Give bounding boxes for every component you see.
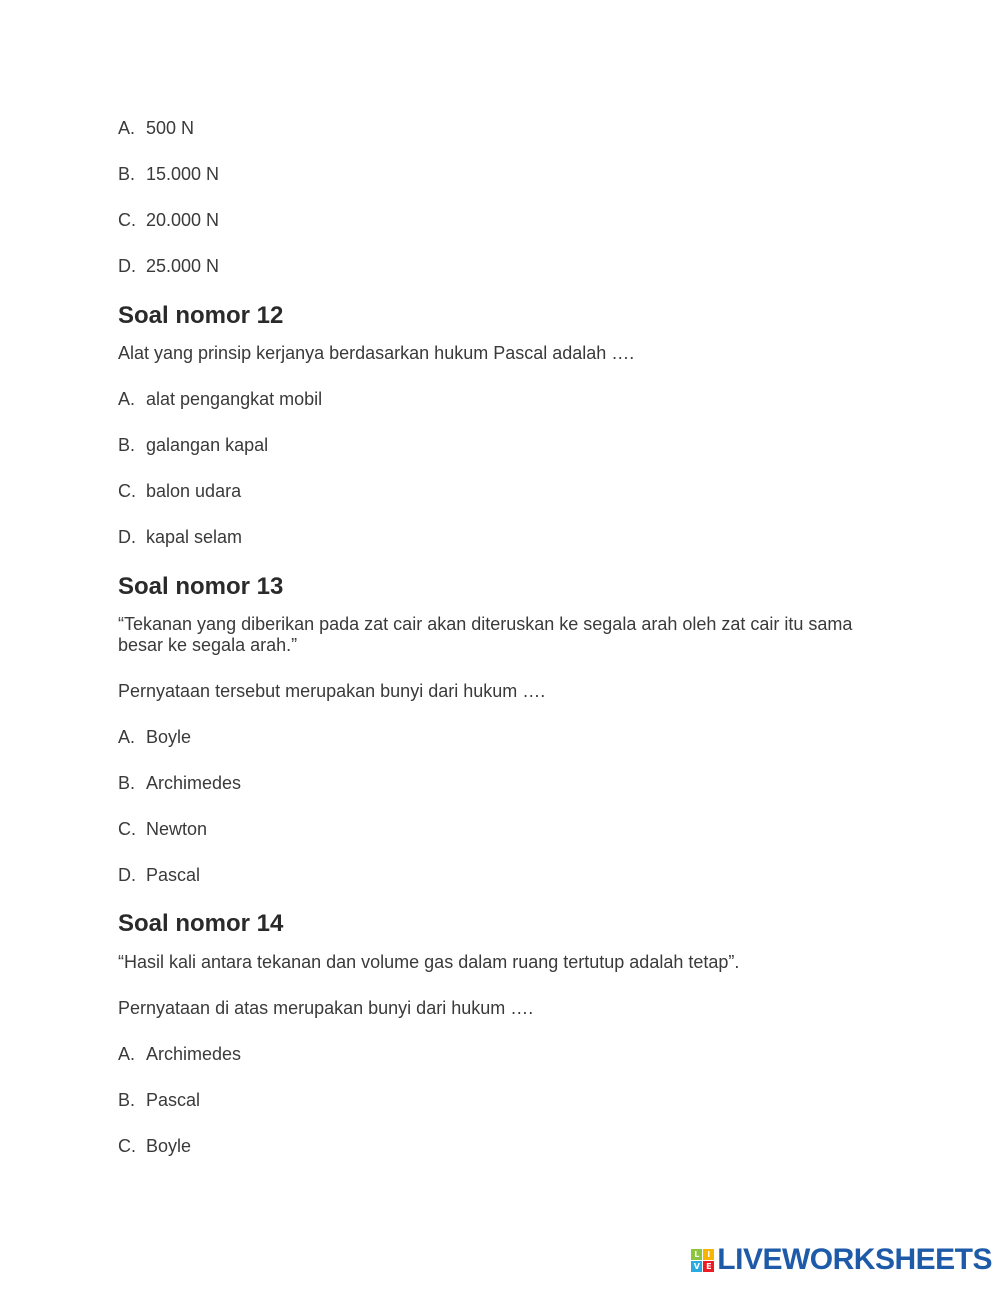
option-text: balon udara — [146, 481, 242, 501]
option-letter: B. — [118, 773, 136, 793]
option-text: Boyle — [146, 1136, 192, 1156]
option-text: alat pengangkat mobil — [146, 389, 323, 409]
option-letter: A. — [118, 727, 136, 747]
option-letter: C. — [118, 481, 136, 501]
q14-option-b[interactable] — [118, 1090, 200, 1111]
option-text: 500 N — [146, 118, 195, 138]
q13-heading: Soal nomor 13 — [118, 573, 284, 600]
option-text: 20.000 N — [146, 210, 220, 230]
option-letter: B. — [118, 1090, 136, 1110]
option-text: kapal selam — [146, 527, 243, 547]
q12-option-d[interactable] — [118, 527, 242, 548]
q13-option-c[interactable] — [118, 819, 207, 840]
option-letter: B. — [118, 435, 136, 455]
option-letter: D. — [118, 865, 136, 885]
q14-quote: “Hasil kali antara tekanan dan volume gas dalam ruang tertutup adalah tetap”. — [118, 952, 740, 972]
logo-tile: V — [691, 1261, 702, 1272]
logo-tile: L — [691, 1249, 702, 1260]
q12-option-a[interactable] — [118, 389, 322, 410]
q11-option-d[interactable] — [118, 256, 219, 277]
q12-question: Alat yang prinsip kerjanya berdasarkan hukum Pascal adalah …. — [118, 343, 635, 363]
q14-question: Pernyataan di atas merupakan bunyi dari hukum …. — [118, 998, 534, 1018]
q13-option-a[interactable] — [118, 727, 191, 748]
logo-tile: E — [703, 1261, 714, 1272]
option-text: 15.000 N — [146, 164, 220, 184]
q11-option-b[interactable] — [118, 164, 219, 185]
option-letter: B. — [118, 164, 136, 184]
option-letter: A. — [118, 1044, 136, 1064]
option-text: Boyle — [146, 727, 192, 747]
option-letter: A. — [118, 389, 136, 409]
option-letter: D. — [118, 256, 136, 276]
option-text: Archimedes — [146, 773, 242, 793]
liveworksheets-brand — [691, 1243, 992, 1277]
q11-option-c[interactable] — [118, 210, 219, 231]
option-text: 25.000 N — [146, 256, 220, 276]
option-text: galangan kapal — [146, 435, 269, 455]
q12-option-c[interactable] — [118, 481, 241, 502]
option-letter: D. — [118, 527, 136, 547]
option-text: Newton — [146, 819, 208, 839]
q11-option-a[interactable] — [118, 118, 194, 139]
option-letter: C. — [118, 210, 136, 230]
option-letter: C. — [118, 819, 136, 839]
q12-option-b[interactable] — [118, 435, 268, 456]
q13-option-b[interactable] — [118, 773, 241, 794]
q12-heading: Soal nomor 12 — [118, 302, 284, 329]
liveworksheets-logo-icon — [691, 1249, 714, 1272]
option-text: Pascal — [146, 1090, 201, 1110]
q13-question: Pernyataan tersebut merupakan bunyi dari hukum …. — [118, 681, 546, 701]
option-letter: C. — [118, 1136, 136, 1156]
q13-option-d[interactable] — [118, 865, 200, 886]
brand-name: LIVEWORKSHEETS — [717, 1243, 992, 1276]
q13-quote: “Tekanan yang diberikan pada zat cair akan diteruskan ke segala arah oleh zat cair itu sama besar ke segala arah.” — [118, 614, 853, 655]
option-letter: A. — [118, 118, 136, 138]
logo-tile: I — [703, 1249, 714, 1260]
option-text: Pascal — [146, 865, 201, 885]
option-text: Archimedes — [146, 1044, 242, 1064]
q14-heading: Soal nomor 14 — [118, 910, 284, 937]
q14-option-c[interactable] — [118, 1136, 191, 1157]
q14-option-a[interactable] — [118, 1044, 241, 1065]
